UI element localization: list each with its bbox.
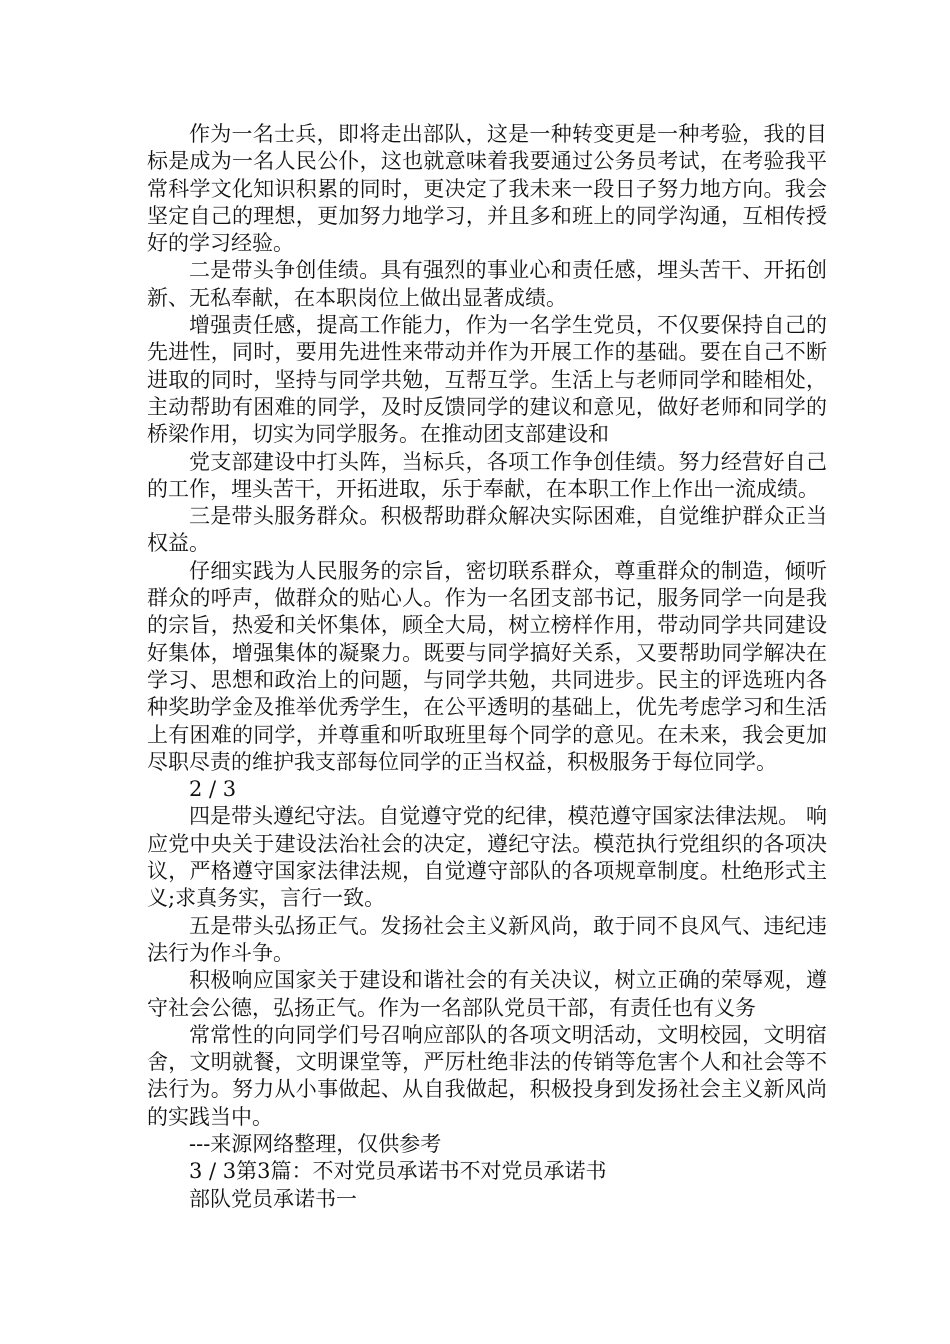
paragraph-heading-achievements: 二是带头争创佳绩。具有强烈的事业心和责任感，埋头苦干、开拓创新、无私奉献，在本职岗位上做出显著成绩。 xyxy=(147,258,827,310)
article-subtitle: 部队党员承诺书一 xyxy=(189,1186,357,1211)
document-body xyxy=(147,121,827,1213)
paragraph-civilization-activities: 常常性的向同学们号召响应部队的各项文明活动，文明校园，文明宿舍，文明就餐，文明课堂等，严厉杜绝非法的传销等危害个人和社会等不法行为。努力从小事做起、从自我做起，积极投身到发扬社会主义新风尚的实践当中。 xyxy=(147,1022,827,1129)
paragraph-responsibility: 增强责任感，提高工作能力，作为一名学生党员，不仅要保持自己的先进性，同时，要用先进性来带动并作为开展工作的基础。要在自己不断进取的同时，坚持与同学共勉，互帮互学。生活上与老师同学和睦相处，主动帮助有困难的同学，及时反馈同学的建议和意见，做好老师和同学的桥梁作用，切实为同学服务。在推动团支部建设和 xyxy=(147,313,827,447)
paragraph-heading-serve-masses: 三是带头服务群众。积极帮助群众解决实际困难，自觉维护群众正当权益。 xyxy=(147,504,827,556)
paragraph-harmonious-society: 积极响应国家关于建设和谐社会的有关决议，树立正确的荣辱观，遵守社会公德，弘扬正气。作为一名部队党员干部，有责任也有义务 xyxy=(147,968,827,1020)
page-number-2: 2 / 3 xyxy=(189,777,237,802)
page-number-3-article-title: 3 / 3第3篇：不对党员承诺书不对党员承诺书 xyxy=(189,1159,607,1184)
source-note: ---来源网络整理，仅供参考 xyxy=(189,1131,442,1156)
paragraph-party-branch: 党支部建设中打头阵，当标兵，各项工作争创佳绩。努力经营好自己的工作，埋头苦干，开拓进取，乐于奉献，在本职工作上作出一流成绩。 xyxy=(147,449,827,501)
paragraph-heading-righteousness: 五是带头弘扬正气。发扬社会主义新风尚，敢于同不良风气、违纪违法行为作斗争。 xyxy=(147,913,827,965)
paragraph-soldier-goal: 作为一名士兵，即将走出部队，这是一种转变更是一种考验，我的目标是成为一名人民公仆，这也就意味着我要通过公务员考试，在考验我平常科学文化知识积累的同时，更决定了我未来一段日子努力地方向。我会坚定自己的理想，更加努力地学习，并且多和班上的同学沟通，互相传授好的学习经验。 xyxy=(147,122,827,256)
paragraph-heading-obey-law: 四是带头遵纪守法。自觉遵守党的纪律，模范遵守国家法律法规。 响应党中央关于建设法治社会的决定，遵纪守法。模范执行党组织的各项决议，严格遵守国家法律法规，自觉遵守部队的各项规章制度。杜绝形式主义;求真务实，言行一致。 xyxy=(147,804,827,911)
paragraph-serve-people: 仔细实践为人民服务的宗旨，密切联系群众，尊重群众的制造，倾听群众的呼声，做群众的贴心人。作为一名团支部书记，服务同学一向是我的宗旨，热爱和关怀集体，顾全大局，树立榜样作用，带动同学共同建设好集体，增强集体的凝聚力。既要与同学搞好关系，又要帮助同学解决在学习、思想和政治上的问题，与同学共勉，共同进步。民主的评选班内各种奖助学金及推举优秀学生，在公平透明的基础上，优先考虑学习和生活上有困难的同学，并尊重和听取班里每个同学的意见。在未来，我会更加尽职尽责的维护我支部每位同学的正当权益，积极服务于每位同学。 xyxy=(147,558,827,774)
